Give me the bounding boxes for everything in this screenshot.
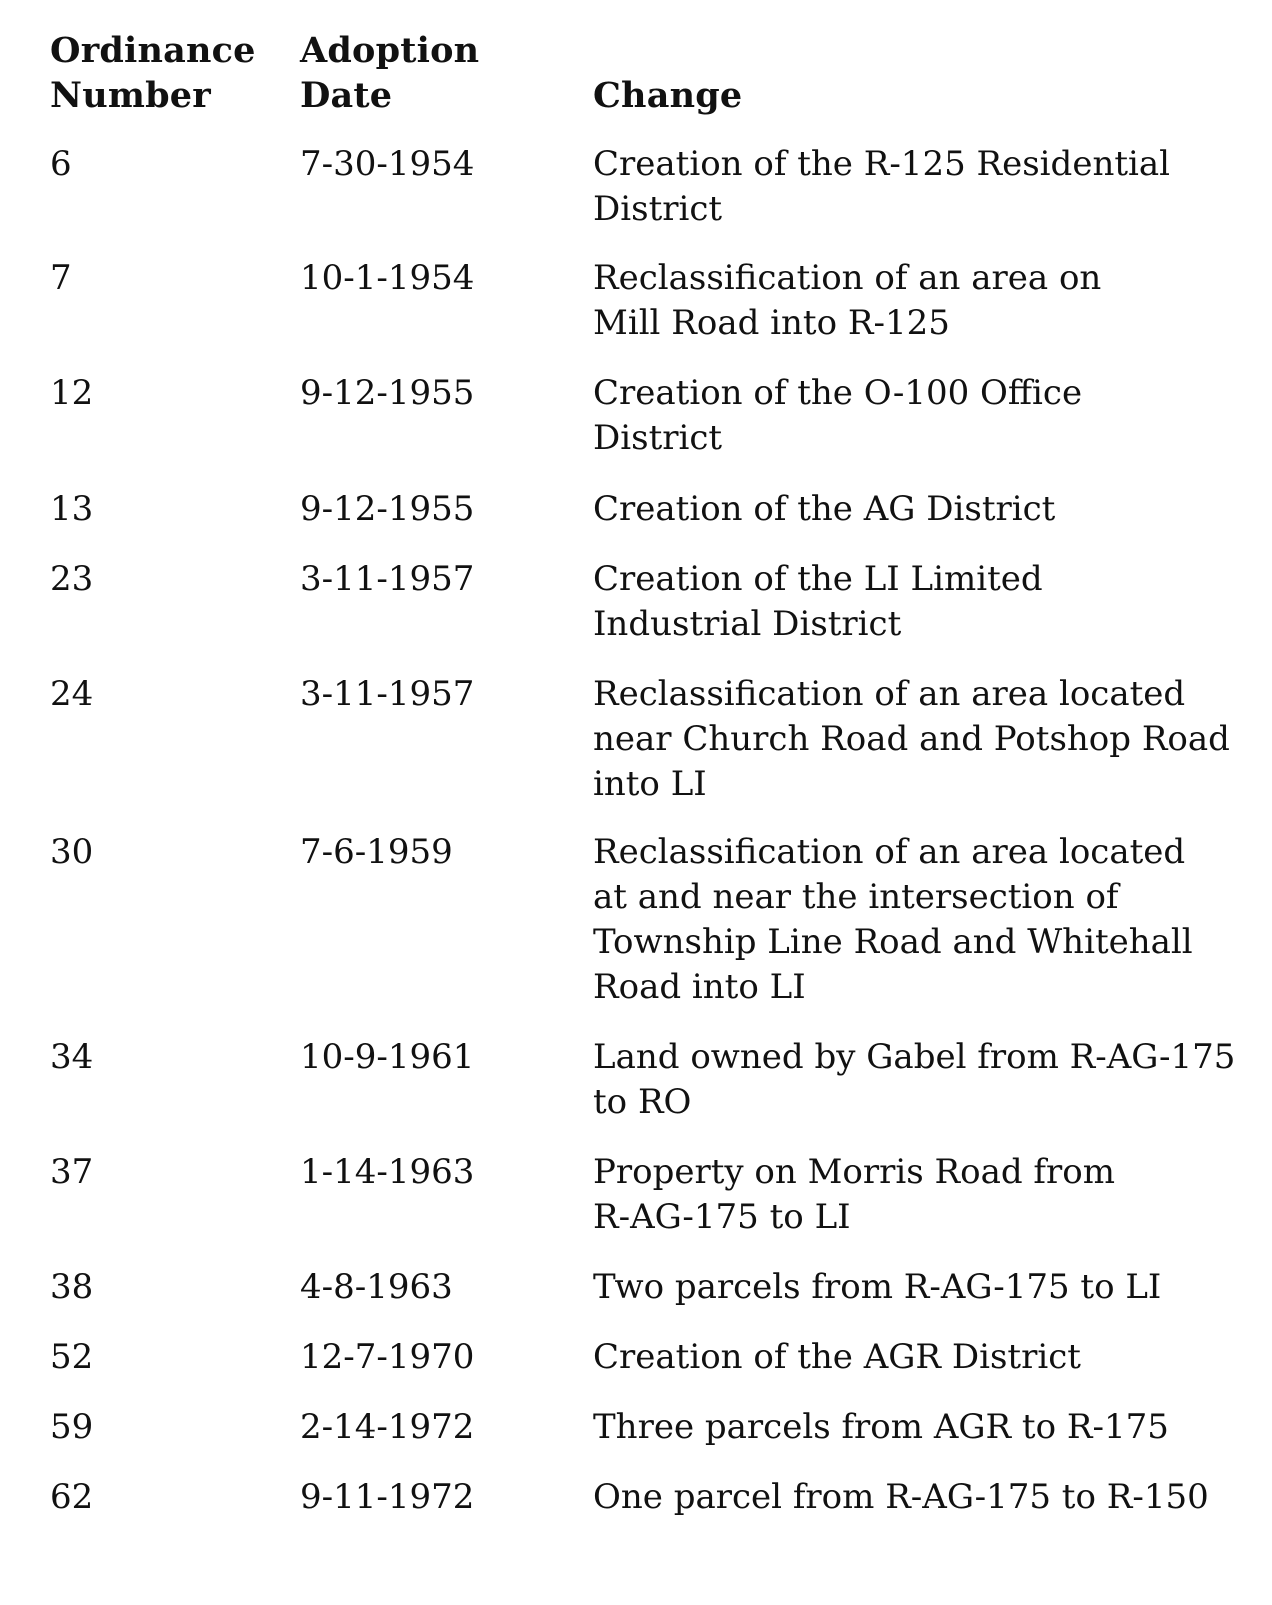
ordinance-number-cell: 7 [50, 258, 72, 298]
adoption-date-cell: 7-30-1954 [300, 144, 475, 184]
ordinance-number-cell: 34 [50, 1037, 94, 1077]
change-line: Property on Morris Road from [593, 1152, 1115, 1192]
header-adoption-date [300, 28, 550, 118]
adoption-date-cell: 1-14-1963 [300, 1152, 475, 1192]
header-ordinance-line1: Ordinance [50, 30, 256, 71]
change-line: Creation of the R-125 Residential [593, 144, 1171, 184]
header-ordinance-line2: Number [50, 75, 211, 116]
adoption-date-cell: 10-1-1954 [300, 258, 475, 298]
ordinance-number-cell: 30 [50, 832, 94, 872]
change-cell [593, 672, 1253, 807]
change-line: into LI [593, 764, 707, 804]
change-line: Reclassification of an area on [593, 258, 1102, 298]
change-line: Creation of the O-100 Office [593, 373, 1083, 413]
header-date-line1: Adoption [300, 30, 480, 71]
header-change-label: Change [593, 75, 743, 116]
change-cell [593, 1265, 1253, 1310]
change-line: Creation of the LI Limited [593, 559, 1043, 599]
change-cell [593, 1150, 1253, 1240]
adoption-date-cell: 7-6-1959 [300, 832, 453, 872]
change-line: Industrial District [593, 604, 902, 644]
change-line: Two parcels from R-AG-175 to LI [593, 1267, 1162, 1307]
change-line: Reclassification of an area located [593, 674, 1186, 714]
ordinance-number-cell: 59 [50, 1407, 94, 1447]
adoption-date-cell: 3-11-1957 [300, 674, 475, 714]
change-line: Mill Road into R-125 [593, 303, 950, 343]
change-cell [593, 557, 1253, 647]
ordinance-number-cell: 6 [50, 144, 72, 184]
change-line: Township Line Road and Whitehall [593, 922, 1193, 962]
header-ordinance-number [50, 28, 290, 118]
change-cell [593, 142, 1253, 232]
ordinance-number-cell: 23 [50, 559, 94, 599]
table-header [0, 28, 1272, 128]
adoption-date-cell: 10-9-1961 [300, 1037, 475, 1077]
change-line: Road into LI [593, 967, 806, 1007]
adoption-date-cell: 3-11-1957 [300, 559, 475, 599]
adoption-date-cell: 9-12-1955 [300, 489, 475, 529]
change-line: Three parcels from AGR to R-175 [593, 1407, 1169, 1447]
adoption-date-cell: 2-14-1972 [300, 1407, 475, 1447]
change-cell [593, 1475, 1253, 1520]
change-cell [593, 1405, 1253, 1450]
change-line: District [593, 189, 723, 229]
change-cell [593, 1035, 1253, 1125]
ordinance-number-cell: 13 [50, 489, 94, 529]
change-line: One parcel from R-AG-175 to R-150 [593, 1477, 1209, 1517]
change-line: at and near the intersection of [593, 877, 1119, 917]
change-line: District [593, 418, 723, 458]
header-change [593, 73, 1193, 118]
ordinance-number-cell: 62 [50, 1477, 94, 1517]
change-line: R-AG-175 to LI [593, 1197, 851, 1237]
ordinance-number-cell: 24 [50, 674, 94, 714]
change-line: Land owned by Gabel from R-AG-175 [593, 1037, 1236, 1077]
adoption-date-cell: 9-11-1972 [300, 1477, 475, 1517]
ordinance-number-cell: 52 [50, 1337, 94, 1377]
ordinance-number-cell: 12 [50, 373, 94, 413]
ordinance-number-cell: 37 [50, 1152, 94, 1192]
change-cell [593, 256, 1253, 346]
adoption-date-cell: 9-12-1955 [300, 373, 475, 413]
ordinance-number-cell: 38 [50, 1267, 94, 1307]
change-line: near Church Road and Potshop Road [593, 719, 1230, 759]
header-date-line2: Date [300, 75, 393, 116]
change-line: Reclassification of an area located [593, 832, 1186, 872]
change-line: Creation of the AGR District [593, 1337, 1081, 1377]
change-cell [593, 371, 1253, 461]
adoption-date-cell: 12-7-1970 [300, 1337, 475, 1377]
change-cell [593, 487, 1253, 532]
change-cell [593, 1335, 1253, 1380]
change-line: Creation of the AG District [593, 489, 1056, 529]
adoption-date-cell: 4-8-1963 [300, 1267, 453, 1307]
change-line: to RO [593, 1082, 692, 1122]
change-cell [593, 830, 1253, 1010]
